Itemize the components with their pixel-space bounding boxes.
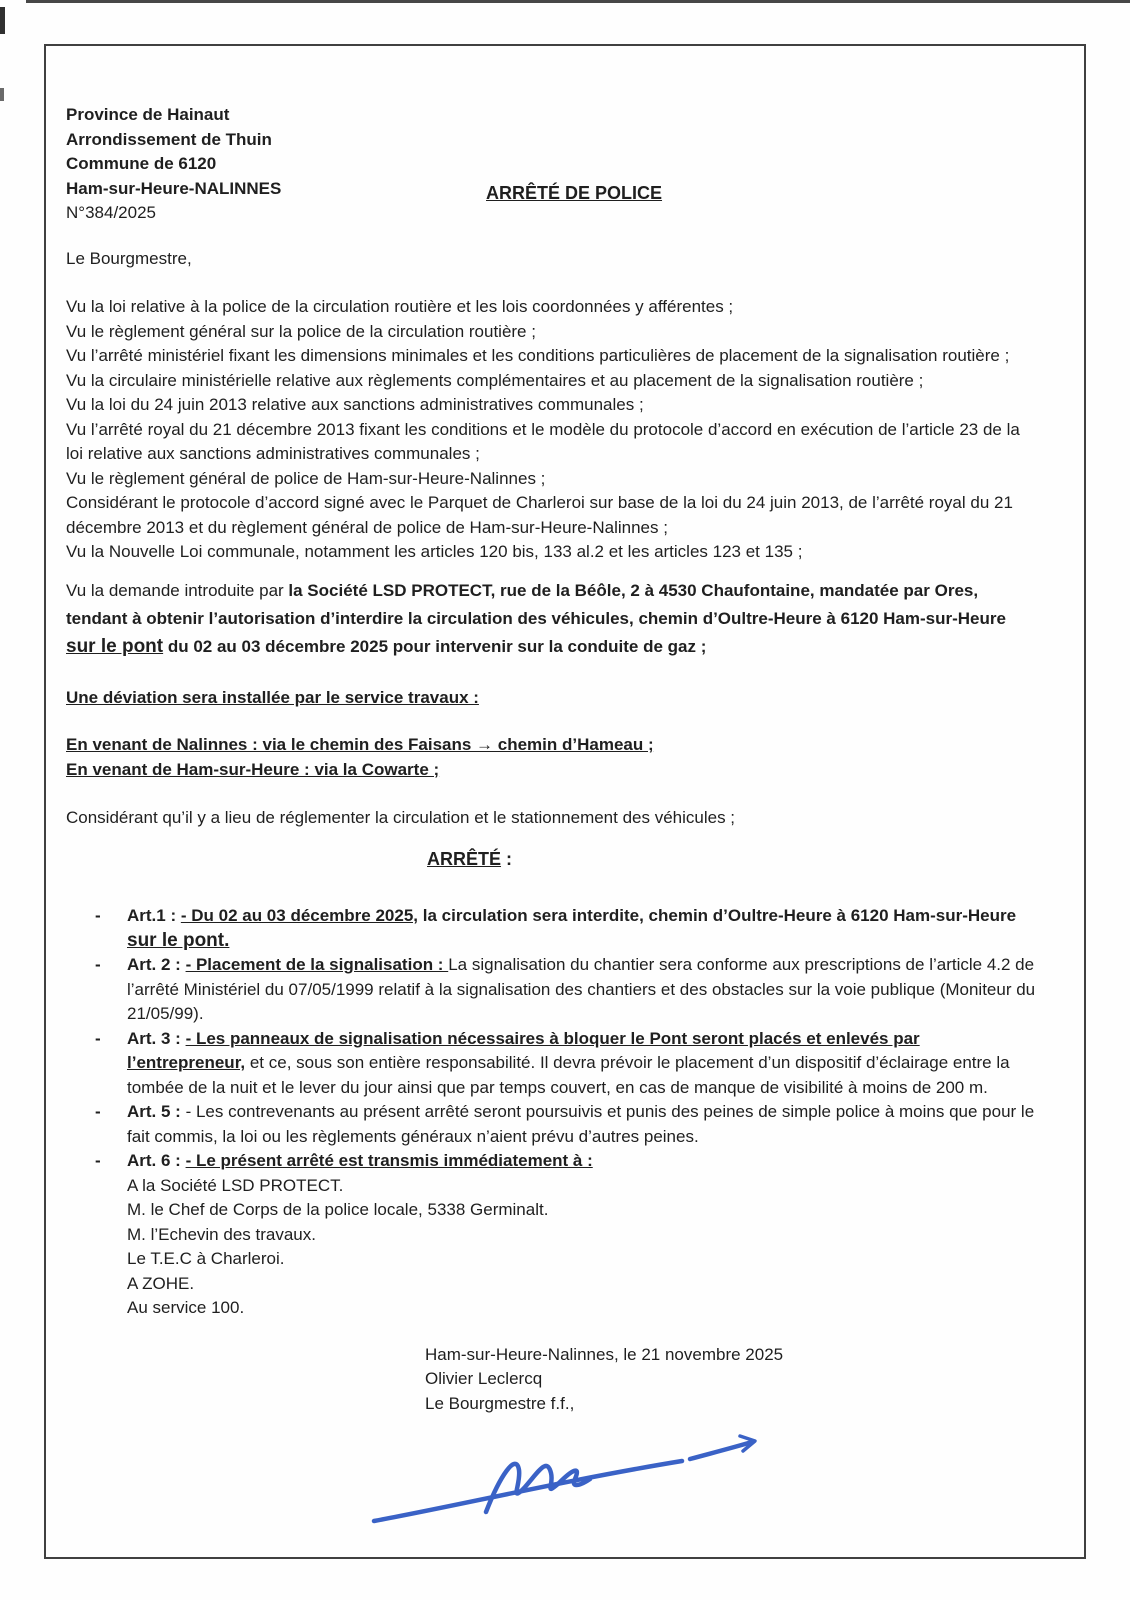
document-number: N°384/2025 (66, 203, 156, 222)
deviation-route-nalinnes (66, 733, 1036, 758)
article-6-label: Art. 6 : (127, 1151, 186, 1170)
document-content (46, 46, 1084, 1529)
document-title: ARRÊTÉ DE POLICE (486, 183, 663, 203)
article-3-body (127, 1027, 1036, 1101)
signature-role: Le Bourgmestre f.f., (425, 1393, 575, 1413)
deviation-heading-text: Une déviation sera installée par le service travaux : (66, 687, 479, 707)
articles-list (66, 904, 1036, 1321)
article-1-text: la circulation sera interdite, chemin d’Oultre-Heure à 6120 Ham-sur-Heure (418, 906, 1017, 925)
decree-heading (427, 847, 1036, 872)
signature-place-date: Ham-sur-Heure-Nalinnes, le 21 novembre 2025 (425, 1344, 784, 1364)
request-prefix: Vu la demande introduite par (66, 580, 289, 600)
recitals-block (66, 295, 1036, 565)
bullet-dash: - (95, 906, 101, 925)
signature-block (425, 1343, 1036, 1417)
recipient-line: A ZOHE. (127, 1273, 195, 1293)
recipient-line: Au service 100. (127, 1298, 245, 1317)
request-paragraph (66, 577, 1036, 661)
salutation: Le Bourgmestre, (66, 248, 192, 268)
article-2 (66, 953, 1036, 1027)
scan-artifact-top-line (26, 0, 1130, 3)
document-header (66, 103, 1036, 226)
header-locality: Ham-sur-Heure-NALINNES (66, 178, 282, 198)
article-2-subject: - Placement de la signalisation : (185, 955, 449, 974)
article-6-subject: - Le présent arrêté est transmis immédiatement à : (185, 1151, 593, 1170)
recital-line: Vu la loi du 24 juin 2013 relative aux sanctions administratives communales ; (66, 395, 644, 414)
considering-paragraph: Considérant qu’il y a lieu de réglementer la circulation et le stationnement des véhicules ; (66, 808, 736, 827)
article-5-text: - Les contrevenants au présent arrêté seront poursuivis et punis des peines de simple police à moins que pour le fait commis, la loi ou les règlements généraux n’aient prévu d’autres peines. (127, 1102, 1035, 1146)
article-1 (66, 904, 1036, 953)
recital-line: Vu l’arrêté ministériel fixant les dimensions minimales et les conditions particulières de placement de la signalisation routière ; (66, 346, 1010, 365)
document-border-frame (44, 44, 1086, 1559)
request-bold-text: la Société LSD PROTECT, rue de la Béôle, 2 à 4530 Chaufontaine, mandatée par Ores, tendant à obtenir l’autorisation d’interdire la circulation des véhicules, chemin d’Oultre-Heure à 6120 Ham-sur-Heure (66, 580, 1006, 628)
signature-name: Olivier Leclercq (425, 1369, 543, 1388)
article-1-sur-le-pont: sur le pont. (127, 929, 230, 951)
deviation-routes (66, 733, 1036, 782)
article-6-heading (127, 1149, 1036, 1174)
article-6 (66, 1149, 1036, 1321)
article-5-label: Art. 5 : (127, 1102, 186, 1121)
article-2-text: La signalisation du chantier sera conforme aux prescriptions de l’article 4.2 de l’arrêté Ministériel du 07/05/1999 relatif à la signalisation des chantiers et des obstacles sur la voie publique (Moniteur du 21/05/99). (127, 955, 1036, 1023)
recital-line: Vu le règlement général sur la police de la circulation routière ; (66, 321, 536, 341)
article-3 (66, 1027, 1036, 1101)
bullet-dash: - (95, 1151, 101, 1170)
scan-artifact-left-dash (0, 88, 4, 101)
deviation-heading (66, 686, 1036, 711)
recital-line: Vu le règlement général de police de Ham-sur-Heure-Nalinnes ; (66, 468, 546, 488)
decree-heading-word: ARRÊTÉ (427, 848, 502, 869)
recipient-line: A la Société LSD PROTECT. (127, 1175, 344, 1195)
recital-line: Vu la loi relative à la police de la circulation routière et les lois coordonnées y afférentes ; (66, 297, 734, 316)
article-3-label: Art. 3 : (127, 1028, 186, 1048)
recital-line: Considérant le protocole d’accord signé avec le Parquet de Charleroi sur base de la loi du 24 juin 2013, de l’arrêté royal du 21 décembre 2013 et du règlement général de police de Ham-sur-Heure-Nalinnes ; (66, 493, 1013, 537)
recipient-line: Le T.E.C à Charleroi. (127, 1249, 285, 1268)
deviation-route-ham-sur-heure (66, 758, 1036, 783)
header-province: Province de Hainaut (66, 105, 230, 124)
article-5 (66, 1100, 1036, 1149)
article-1-dates: - Du 02 au 03 décembre 2025, (180, 906, 419, 925)
bullet-dash: - (95, 955, 101, 974)
bullet-dash: - (95, 1102, 101, 1121)
recital-line: Vu l’arrêté royal du 21 décembre 2013 fixant les conditions et le modèle du protocole d’accord en exécution de l’article 23 de la loi relative aux sanctions administratives communales ; (66, 419, 1020, 463)
request-bold-tail: du 02 au 03 décembre 2025 pour intervenir sur la conduite de gaz ; (163, 636, 707, 656)
recital-line: Vu la circulaire ministérielle relative aux règlements complémentaires et au placement de la signalisation routière ; (66, 370, 924, 390)
scan-artifact-left-mark (0, 7, 5, 34)
article-6-body (127, 1149, 1036, 1321)
article-3-subject: - Les panneaux de signalisation nécessaires à bloquer le Pont seront placés et enlevés par l’entrepreneur, (127, 1028, 920, 1072)
handwritten-signature-icon (366, 1424, 786, 1529)
article-5-body (127, 1100, 1036, 1149)
decree-heading-colon: : (501, 848, 513, 869)
article-2-body (127, 953, 1036, 1027)
recipient-line: M. le Chef de Corps de la police locale, 5338 Germinalt. (127, 1200, 549, 1219)
deviation-route-text: En venant de Nalinnes : via le chemin des Faisans → chemin d’Hameau ; (66, 735, 654, 754)
article-1-label: Art.1 : (127, 906, 181, 925)
article-1-body (127, 904, 1036, 953)
deviation-route-text: En venant de Ham-sur-Heure : via la Cowarte ; (66, 759, 440, 779)
bullet-dash: - (95, 1028, 101, 1048)
recital-line: Vu la Nouvelle Loi communale, notamment les articles 120 bis, 133 al.2 et les articles 123 et 135 ; (66, 542, 803, 561)
header-commune: Commune de 6120 (66, 154, 217, 173)
recipient-line: M. l’Echevin des travaux. (127, 1224, 316, 1244)
article-2-label: Art. 2 : (127, 955, 186, 974)
article-3-text: et ce, sous son entière responsabilité. Il devra prévoir le placement d’un dispositif d’éclairage entre la tombée de la nuit et le lever du jour ainsi que par temps couvert, en cas de manque de visibilité à moins de 200 m. (127, 1053, 1010, 1097)
request-underlined-text: sur le pont (66, 635, 164, 657)
header-arrondissement: Arrondissement de Thuin (66, 129, 272, 149)
